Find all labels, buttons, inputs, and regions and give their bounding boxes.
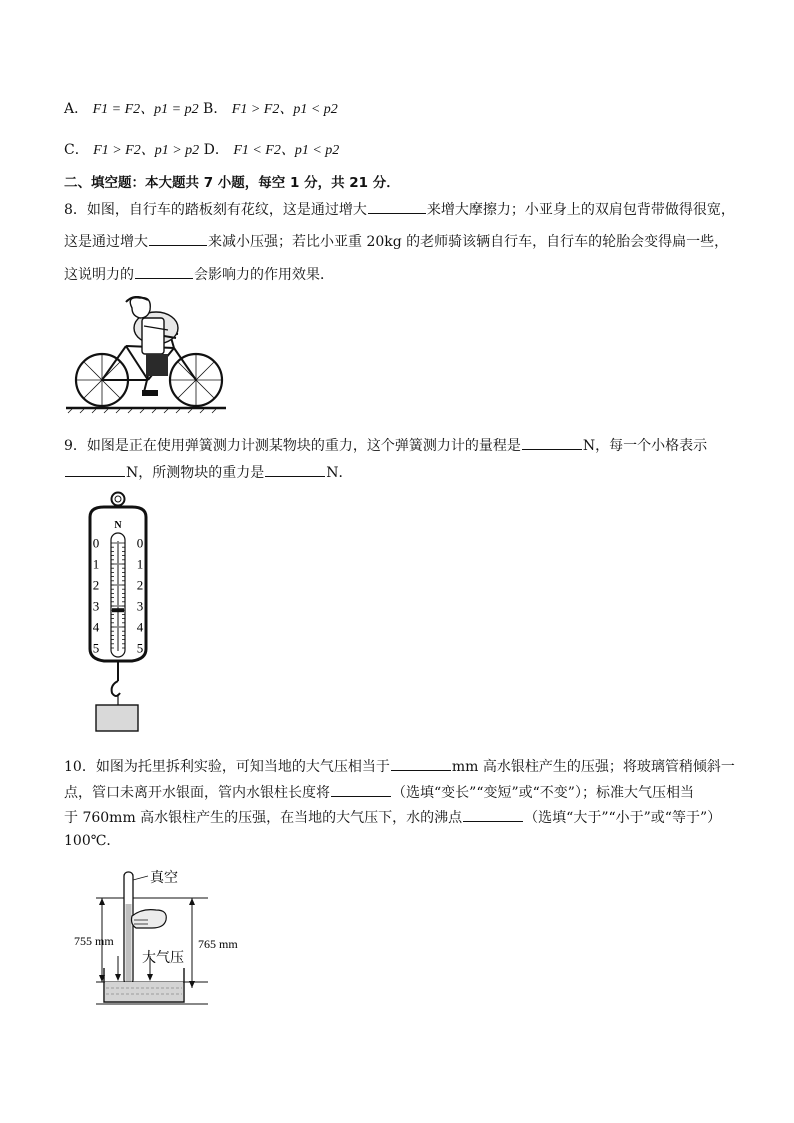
q8-line-3	[64, 265, 334, 284]
q9-answer-blank-2[interactable]	[65, 463, 125, 477]
q10-answer-blank-3[interactable]	[463, 808, 523, 822]
q10-text: 于 760mm 高水银柱产生的压强，在当地的大气压下，水的沸点	[64, 810, 463, 826]
section-heading: 二、填空题：本大题共 7 小题，每空 1 分，共 21 分．	[64, 175, 400, 191]
scale-unit-label: N	[114, 520, 122, 531]
spring-scale-figure	[84, 489, 152, 735]
q9-text: N，所测物块的重力是	[126, 465, 265, 481]
right-height-label: 765 mm	[198, 937, 238, 951]
q8-text: 8．如图，自行车的踏板刻有花纹，这是通过增大	[64, 202, 367, 218]
scale-label-r-0: 0	[136, 535, 144, 551]
q10-line-2	[64, 783, 694, 802]
weight-block	[96, 705, 138, 731]
scale-label-l-5: 5	[92, 640, 100, 656]
option-a-label: A．	[64, 101, 89, 117]
option-d-label: D．	[203, 142, 229, 158]
q10-text: 10．如图为托里拆利实验，可知当地的大气压相当于	[64, 759, 390, 775]
q8-line-1	[64, 200, 735, 219]
q10-line-1	[64, 757, 735, 776]
vacuum-label: 真空	[150, 871, 178, 886]
q8-text: 来增大摩擦力；小亚身上的双肩包背带做得很宽，	[426, 202, 735, 218]
scale-label-r-1: 1	[136, 556, 144, 572]
scale-label-r-2: 2	[136, 577, 144, 593]
scale-label-r-3: 3	[136, 598, 144, 614]
scale-label-r-5: 5	[136, 640, 144, 656]
q8-answer-blank-2[interactable]	[149, 232, 207, 246]
q8-answer-blank-1[interactable]	[368, 200, 426, 214]
q8-text: 会影响力的作用效果．	[194, 267, 334, 283]
option-b-expression: F1 > F2、p1 < p2	[231, 102, 338, 117]
q10-answer-blank-2[interactable]	[331, 783, 391, 797]
scale-label-l-0: 0	[92, 535, 100, 551]
q9-text: N．	[326, 465, 353, 481]
q8-text: 这说明力的	[64, 267, 134, 283]
q9-text: 9．如图是正在使用弹簧测力计测某物块的重力，这个弹簧测力计的量程是	[64, 438, 521, 454]
option-d-expression: F1 < F2、p1 < p2	[233, 143, 340, 158]
scale-pointer	[112, 608, 124, 612]
q8-text: 这是通过增大	[64, 234, 148, 250]
q10-text: （选填“大于”“小于”或“等于”）	[524, 810, 722, 826]
q9-answer-blank-1[interactable]	[522, 436, 582, 450]
q8-text: 来减小压强；若比小亚重	[208, 234, 362, 250]
option-a-b-row	[64, 100, 338, 119]
q10-line-4: 100℃．	[64, 833, 121, 849]
option-a-expression: F1 = F2、p1 = p2	[92, 102, 199, 117]
scale-label-l-2: 2	[92, 577, 100, 593]
scale-label-l-4: 4	[92, 619, 100, 635]
q9-text: N，每一个小格表示	[582, 438, 708, 454]
scale-label-l-1: 1	[92, 556, 100, 572]
q10-answer-blank-1[interactable]	[391, 757, 451, 771]
q10-line-3	[64, 808, 721, 827]
bicycle-rider-figure	[64, 296, 228, 414]
q9-answer-blank-3[interactable]	[265, 463, 325, 477]
option-c-expression: F1 > F2、p1 > p2	[93, 143, 200, 158]
scale-label-l-3: 3	[92, 598, 100, 614]
scale-label-r-4: 4	[136, 619, 144, 635]
left-height-label: 755 mm	[74, 934, 114, 948]
q10-text: mm 高水银柱产生的压强；将玻璃管稍倾斜一	[451, 759, 735, 775]
q9-line-2	[64, 463, 353, 482]
option-c-d-row	[64, 141, 339, 160]
q8-text: 的老师骑该辆自行车，自行车的轮胎会变得扁一些，	[406, 234, 729, 250]
torricelli-experiment-figure	[72, 864, 248, 1006]
q9-line-1	[64, 436, 707, 455]
q8-line-2	[64, 232, 728, 251]
q10-text: 点，管口未离开水银面，管内水银柱长度将	[64, 785, 330, 801]
q10-text: （选填“变长”“变短”或“不变”）；标准大气压相当	[392, 785, 694, 801]
option-b-label: B．	[203, 101, 228, 117]
option-c-label: C．	[64, 142, 89, 158]
q8-mass-value: 20kg	[366, 234, 402, 250]
atmospheric-pressure-label: 大气压	[142, 951, 184, 966]
q8-answer-blank-3[interactable]	[135, 265, 193, 279]
